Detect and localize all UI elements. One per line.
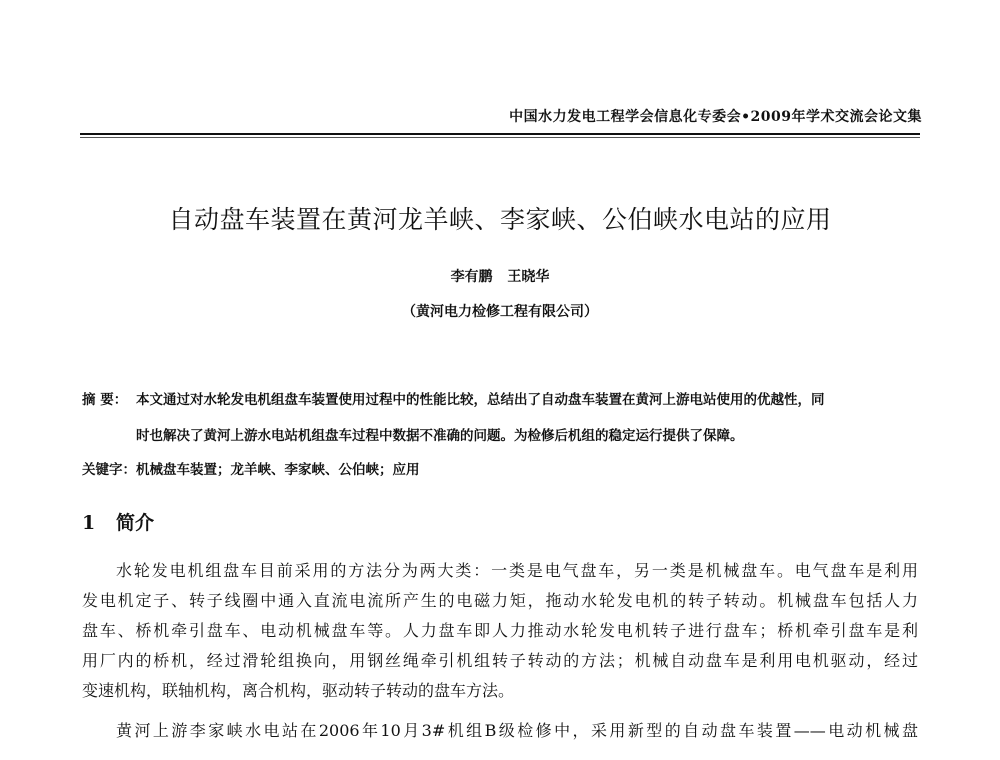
keywords-label: 关键字： [82,462,136,478]
body-line: 盘车、桥机牵引盘车、电动机械盘车等。人力盘车即人力推动水轮发电机转子进行盘车；桥机牵引盘车是利 [82,621,918,640]
abstract-text-1: 本文通过对水轮发电机组盘车装置使用过程中的性能比较，总结出了自动盘车装置在黄河上游电站使用的优越性，同 [136,392,825,408]
body-line: 水轮发电机组盘车目前采用的方法分为两大类：一类是电气盘车，另一类是机械盘车。电气盘车是利用 [116,561,918,580]
section-1-heading [82,508,154,535]
paper-affiliation: （黄河电力检修工程有限公司） [402,304,598,320]
paper-authors: 李有鹏 王晓华 [450,269,550,285]
body-line: 用厂内的桥机，经过滑轮组换向，用钢丝绳牵引机组转子转动的方法；机械自动盘车是利用电机驱动，经过 [82,651,918,670]
header-rule-thin [80,137,920,138]
running-header: 中国水力发电工程学会信息化专委会•2009年学术交流会论文集 [509,109,922,125]
abstract-label: 摘 要： [82,392,128,408]
section-1-body [82,556,918,746]
section-1-title: 简介 [116,512,155,534]
keywords [82,458,420,478]
body-line: 发电机定子、转子线圈中通入直流电流所产生的电磁力矩，拖动水轮发电机的转子转动。机械盘车包括人力 [82,591,918,610]
paper-title: 自动盘车装置在黄河龙羊峡、李家峡、公伯峡水电站的应用 [168,205,832,234]
abstract-line-1 [82,382,920,418]
section-1-number: 1 [82,512,96,534]
header-rule-thick [80,133,920,135]
abstract [82,382,920,454]
abstract-line-2: 时也解决了黄河上游水电站机组盘车过程中数据不准确的问题。为检修后机组的稳定运行提供了保障。 [136,428,744,444]
body-line: 黄河上游李家峡水电站在2006年10月3#机组B级检修中，采用新型的自动盘车装置——电动机械盘 [116,721,918,740]
body-line: 变速机构，联轴机构，离合机构，驱动转子转动的盘车方法。 [82,681,515,700]
keywords-text: 机械盘车装置；龙羊峡、李家峡、公伯峡；应用 [136,462,420,478]
